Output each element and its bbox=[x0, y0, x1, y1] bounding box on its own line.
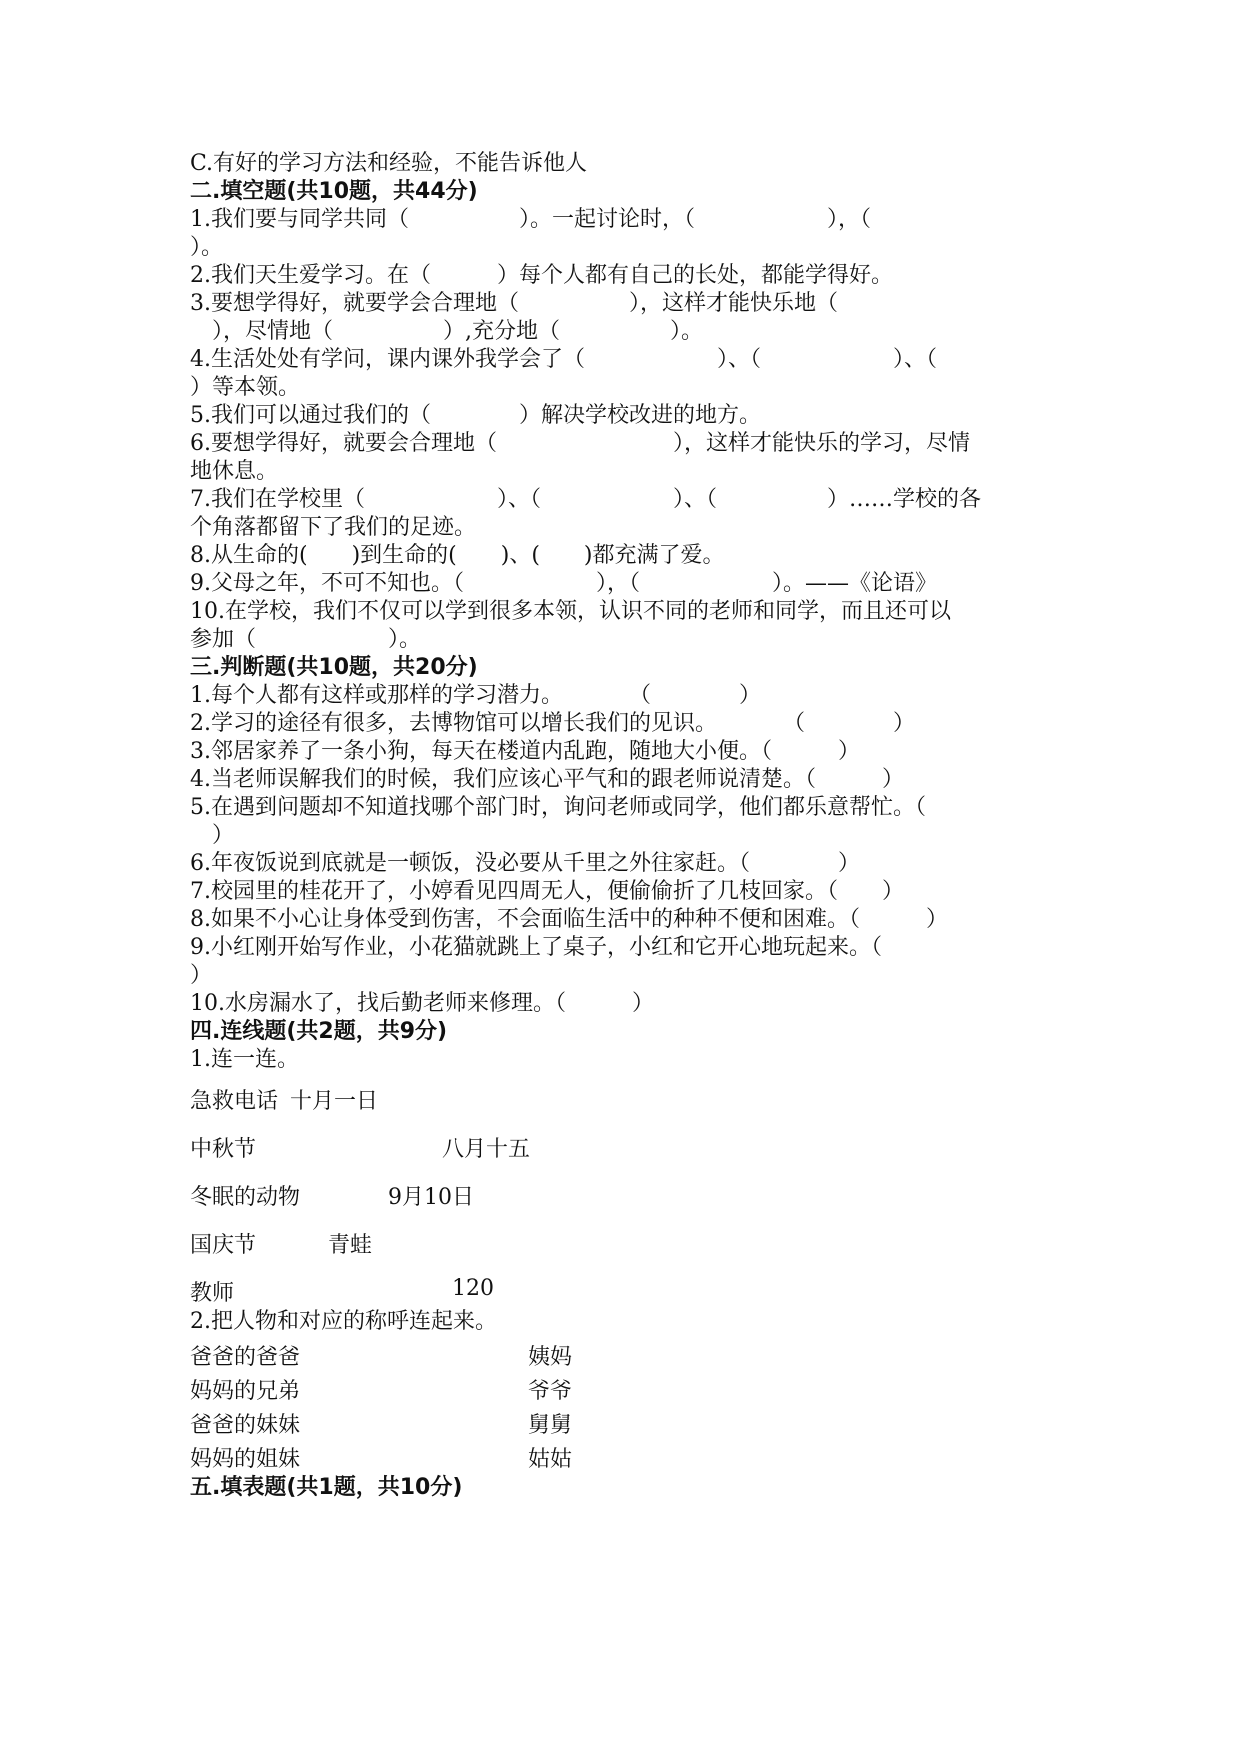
fill-line: 个角落都留下了我们的足迹。 bbox=[190, 515, 477, 540]
match-left: 急救电话 bbox=[190, 1089, 279, 1114]
match-row bbox=[190, 1266, 1070, 1308]
fill-line: 7.我们在学校里（ ）、（ ）、（ ）……学校的各 bbox=[190, 487, 981, 512]
fill-line: 6.要想学得好，就要会合理地（ ），这样才能快乐的学习，尽情 bbox=[190, 431, 970, 456]
judge-line: 5.在遇到问题却不知道找哪个部门时，询问老师或同学，他们都乐意帮忙。（ bbox=[190, 795, 926, 820]
match-right: 爷爷 bbox=[528, 1379, 573, 1404]
match-row bbox=[190, 1170, 1070, 1218]
section-5-heading: 五.填表题(共1题，共10分) bbox=[190, 1475, 463, 1500]
match-left: 爸爸的爸爸 bbox=[190, 1345, 301, 1370]
worksheet-page bbox=[190, 150, 1070, 1502]
match-row bbox=[190, 1074, 1070, 1122]
match-right: 八月十五 bbox=[442, 1137, 531, 1162]
fill-line: 2.我们天生爱学习。在（ ）每个人都有自己的长处，都能学得好。 bbox=[190, 263, 893, 288]
judge-line: 8.如果不小心让身体受到伤害，不会面临生活中的种种不便和困难。（ ） bbox=[190, 907, 948, 932]
section-4-heading: 四.连线题(共2题，共9分) bbox=[190, 1019, 448, 1044]
judge-line: ） bbox=[190, 823, 235, 848]
fill-line: 4.生活处处有学问，课内课外我学会了（ ）、（ ）、（ bbox=[190, 347, 937, 372]
fill-line: 8.从生命的( )到生命的( )、( )都充满了爱。 bbox=[190, 543, 725, 568]
match-q1-title: 1.连一连。 bbox=[190, 1047, 299, 1072]
fill-line: ），尽情地（ ）,充分地（ ）。 bbox=[190, 319, 703, 344]
fill-line: 1.我们要与同学共同（ ）。一起讨论时，（ ），（ bbox=[190, 207, 871, 232]
option-c: C.有好的学习方法和经验，不能告诉他人 bbox=[190, 151, 588, 176]
judge-line: 9.小红刚开始写作业，小花猫就跳上了桌子，小红和它开心地玩起来。（ bbox=[190, 935, 882, 960]
section-3-heading: 三.判断题(共10题，共20分) bbox=[190, 655, 478, 680]
fill-line: 9.父母之年，不可不知也。（ ），（ ）。——《论语》 bbox=[190, 571, 937, 596]
match-row bbox=[190, 1122, 1070, 1170]
match-q2-title: 2.把人物和对应的称呼连起来。 bbox=[190, 1309, 497, 1334]
match-right: 舅舅 bbox=[528, 1413, 573, 1438]
match-left: 爸爸的妹妹 bbox=[190, 1413, 301, 1438]
match-right: 姑姑 bbox=[528, 1447, 573, 1472]
match-right: 9月10日 bbox=[388, 1185, 474, 1210]
fill-line: 3.要想学得好，就要学会合理地（ ），这样才能快乐地（ bbox=[190, 291, 838, 316]
match-left: 妈妈的姐妹 bbox=[190, 1447, 301, 1472]
fill-line: ）等本领。 bbox=[190, 375, 301, 400]
match-right: 青蛙 bbox=[328, 1233, 373, 1258]
fill-line: 5.我们可以通过我们的（ ）解决学校改进的地方。 bbox=[190, 403, 761, 428]
match-right: 十月一日 bbox=[290, 1089, 379, 1114]
judge-line: 7.校园里的桂花开了，小婷看见四周无人，便偷偷折了几枝回家。（ ） bbox=[190, 879, 904, 904]
judge-line: 6.年夜饭说到底就是一顿饭，没必要从千里之外往家赶。（ ） bbox=[190, 851, 860, 876]
match-row bbox=[190, 1440, 1070, 1474]
match-left: 冬眠的动物 bbox=[190, 1185, 301, 1210]
match-row bbox=[190, 1406, 1070, 1440]
match-left: 教师 bbox=[190, 1281, 235, 1306]
match-right: 姨妈 bbox=[528, 1345, 573, 1370]
match-row bbox=[190, 1338, 1070, 1372]
section-2-heading: 二.填空题(共10题，共44分) bbox=[190, 179, 478, 204]
judge-line: 2.学习的途径有很多，去博物馆可以增长我们的见识。 （ ） bbox=[190, 711, 915, 736]
match-left: 国庆节 bbox=[190, 1233, 257, 1258]
judge-line: 1.每个人都有这样或那样的学习潜力。 （ ） bbox=[190, 683, 761, 708]
judge-line: 3.邻居家养了一条小狗，每天在楼道内乱跑，随地大小便。（ ） bbox=[190, 739, 860, 764]
fill-line: ）。 bbox=[190, 235, 224, 260]
match-left: 中秋节 bbox=[190, 1137, 257, 1162]
judge-line: 10.水房漏水了，找后勤老师来修理。（ ） bbox=[190, 991, 654, 1016]
judge-line: 4.当老师误解我们的时候，我们应该心平气和的跟老师说清楚。（ ） bbox=[190, 767, 904, 792]
match-row bbox=[190, 1372, 1070, 1406]
match-row bbox=[190, 1218, 1070, 1266]
fill-line: 地休息。 bbox=[190, 459, 279, 484]
judge-line: ） bbox=[190, 963, 213, 988]
match-left: 妈妈的兄弟 bbox=[190, 1379, 301, 1404]
fill-line: 10.在学校，我们不仅可以学到很多本领，认识不同的老师和同学，而且还可以 bbox=[190, 599, 951, 624]
fill-line: 参加（ ）。 bbox=[190, 627, 422, 652]
match-right: 120 bbox=[452, 1276, 494, 1301]
